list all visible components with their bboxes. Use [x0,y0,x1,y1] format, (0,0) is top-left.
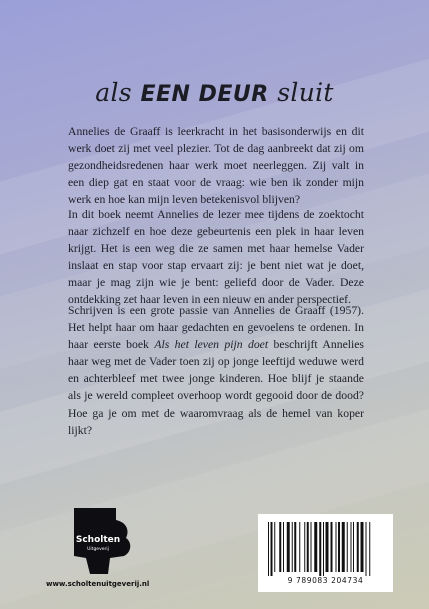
barcode-bar [307,522,309,572]
barcode-bar [274,522,275,572]
title-part-sluit: sluit [277,78,334,107]
barcode-bar [351,522,352,572]
barcode-bar [311,522,312,572]
barcode-bar [357,522,359,572]
author-bio-paragraph [68,302,364,439]
title-part-een-deur: EEN DEUR [140,82,269,107]
barcode-bar [361,522,364,572]
barcode-bar [292,522,293,572]
barcode-bar [268,522,269,576]
title-part-als: als [95,78,132,107]
barcode-bar [279,522,281,572]
barcode-bar [304,522,305,572]
barcode-bar [294,522,296,572]
book-title [0,78,429,108]
barcode-bar [338,522,340,572]
previous-book-title: Als het leven pijn doet [154,338,269,352]
blurb-paragraph-2: In dit boek neemt Annelies de lezer mee tijdens de zoektocht naar zichzelf en hoe deze gebeurtenis een plek in haar leven krijgt. Het is een weg die ze samen met haar hemelse Vader inslaat en stap voor stap ervaart zij: je bent niet wat je doet, maar je mag zijn wie je bent: geliefd door de Vader. Deze ontdekking zet haar leven in een nieuw en ander perspectief. [68,208,364,307]
barcode-bar [323,522,324,576]
barcode-panel [258,514,393,592]
barcode-bar [326,522,329,572]
barcode-bar [314,522,317,572]
barcode-bar [336,522,337,572]
isbn-number: 9 789083 204734 [287,576,364,585]
author-bio-end: beschrijft Annelies haar weg met de Vader toen zij op jonge leeftijd weduwe werd en achterbleef met twee jonge kinderen. Hoe blijf je staande als je wereld compleet overhoop wordt gegooid door de dood? Hoe ga je om met de waaromvraag als de hemel van koper lijkt? [68,338,364,437]
barcode-bar [319,522,321,576]
barcode-icon [268,522,383,576]
barcode-bar [353,522,354,572]
barcode-bar [342,522,345,572]
barcode-bar [271,522,273,576]
barcode-bar [283,522,284,572]
barcode-bar [331,522,333,572]
barcode-bar [287,522,290,572]
barcode-bar [369,522,370,576]
publisher-logo-name: Scholten [75,535,121,545]
publisher-logo [60,500,140,580]
publisher-logo-subtitle: Uitgeverij [87,547,109,552]
author-bio-start: Schrijven is een grote passie van Annelies de Graaff (1957). Het helpt haar om haar gedachten en gevoelens te ordenen. In haar eerste boek [68,304,364,352]
barcode-bar [347,522,348,572]
barcode-bar [366,522,367,576]
blurb-paragraph-1: Annelies de Graaff is leerkracht in het basisonderwijs en dit werk doet zij met veel plezier. Tot de dag aanbreekt dat zij om gezondheidsredenen haar werk moet neerleggen. Zij valt in een diep gat en staat voor de vraag: wie ben ik zonder mijn werk en hoe kan mijn leven betekenisvol blijven? [68,125,364,207]
barcode-bar [299,522,300,572]
publisher-website: www.scholtenuitgeverij.nl [46,580,150,588]
